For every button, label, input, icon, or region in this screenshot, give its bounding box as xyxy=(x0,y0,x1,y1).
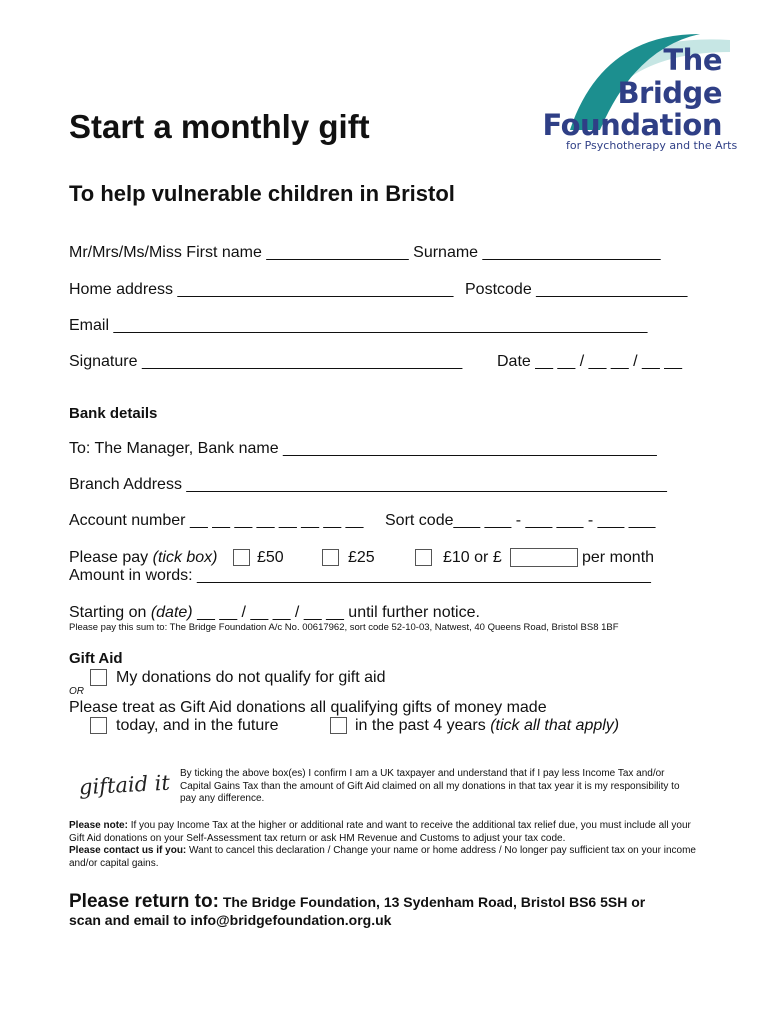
logo-line-the: The xyxy=(663,43,722,77)
bank-name-field[interactable]: To: The Manager, Bank name __________________________________________ xyxy=(69,440,657,457)
page-title: Start a monthly gift xyxy=(69,108,370,145)
please-pay-text: Please pay xyxy=(69,549,153,566)
please-treat-text: Please treat as Gift Aid donations all qualifying gifts of money made xyxy=(69,699,547,716)
start-date-field[interactable] xyxy=(69,604,480,622)
logo-line-foundation: Foundation xyxy=(542,108,722,142)
branch-address-field[interactable]: Branch Address ______________________________________________________ xyxy=(69,476,667,493)
logo-tagline: for Psychotherapy and the Arts xyxy=(566,139,738,152)
not-qualify-label: My donations do not qualify for gift aid xyxy=(116,669,386,686)
gift-aid-heading: Gift Aid xyxy=(69,650,123,667)
today-future-checkbox[interactable] xyxy=(90,717,107,734)
amount-10-checkbox[interactable] xyxy=(415,549,432,566)
return-address-text: The Bridge Foundation, 13 Sydenham Road, Bristol BS6 5SH or xyxy=(218,894,646,910)
return-address xyxy=(69,891,645,913)
amount-25-label: £25 xyxy=(348,549,375,566)
not-qualify-checkbox[interactable] xyxy=(90,669,107,686)
contact-body: Want to cancel this declaration / Change your name or home address / No longer pay sufficient tax on your income and/or capital gains. xyxy=(69,845,696,869)
amount-50-checkbox[interactable] xyxy=(233,549,250,566)
please-pay-label xyxy=(69,549,218,567)
past-4-years-checkbox[interactable] xyxy=(330,717,347,734)
signature-field[interactable]: Signature ____________________________________ xyxy=(69,353,463,370)
home-address-field[interactable]: Home address _______________________________ xyxy=(69,281,454,298)
or-label: OR xyxy=(69,686,84,697)
gift-aid-declaration: By ticking the above box(es) I confirm I am a UK taxpayer and understand that if I pay less Income Tax and/or Capital Gains Tax than the amount of Gift Aid claimed on all my donations in that tax year it is my responsibility to pay any difference. xyxy=(180,768,680,804)
amount-50-label: £50 xyxy=(257,549,284,566)
past-4-years-label xyxy=(355,717,619,735)
please-note-label: Please note: xyxy=(69,820,128,831)
starting-rest-text: __ __ / __ __ / __ __ until further notice. xyxy=(192,604,480,621)
today-future-label: today, and in the future xyxy=(116,717,279,734)
gift-aid-it-logo: giftaid it xyxy=(78,770,171,800)
tick-box-hint: (tick box) xyxy=(152,549,218,566)
page-subtitle: To help vulnerable children in Bristol xyxy=(69,181,455,206)
amount-25-checkbox[interactable] xyxy=(322,549,339,566)
payee-account-note: Please pay this sum to: The Bridge Foundation A/c No. 00617962, sort code 52-10-03, Natwest, 40 Queens Road, Bristol BS8 1BF xyxy=(69,622,619,633)
contact-label: Please contact us if you: xyxy=(69,845,187,856)
email-field[interactable]: Email ____________________________________________________________ xyxy=(69,317,648,334)
postcode-field[interactable]: Postcode _________________ xyxy=(465,281,688,298)
custom-amount-input[interactable] xyxy=(510,548,578,567)
please-note-body: If you pay Income Tax at the higher or additional rate and want to receive the additional tax relief due, you must include all your Gift Aid donations on your Self-Assessment tax return or ask HM Revenue and Customs to adjust your tax code. xyxy=(69,820,691,844)
per-month-label: per month xyxy=(582,549,655,566)
logo-line-bridge: Bridge xyxy=(617,76,722,110)
return-email-line: scan and email to info@bridgefoundation.org.uk xyxy=(69,912,392,928)
starting-on-text: Starting on xyxy=(69,604,151,621)
date-hint: (date) xyxy=(150,604,193,621)
amount-10-label: £10 or £ xyxy=(443,549,502,566)
name-field[interactable]: Mr/Mrs/Ms/Miss First name ________________ Surname ____________________ xyxy=(69,244,661,261)
bank-details-heading: Bank details xyxy=(69,405,158,422)
sort-code-field[interactable]: Sort code___ ___ - ___ ___ - ___ ___ xyxy=(385,512,656,529)
past-4-years-text: in the past 4 years xyxy=(355,717,491,734)
account-number-field[interactable]: Account number __ __ __ __ __ __ __ __ xyxy=(69,512,364,529)
date-field[interactable]: Date __ __ / __ __ / __ __ xyxy=(497,353,683,370)
return-label: Please return to: xyxy=(69,891,219,912)
tick-all-hint: (tick all that apply) xyxy=(490,717,620,734)
please-note-text xyxy=(69,820,701,870)
amount-in-words-field[interactable]: Amount in words: ___________________________________________________ xyxy=(69,567,651,584)
